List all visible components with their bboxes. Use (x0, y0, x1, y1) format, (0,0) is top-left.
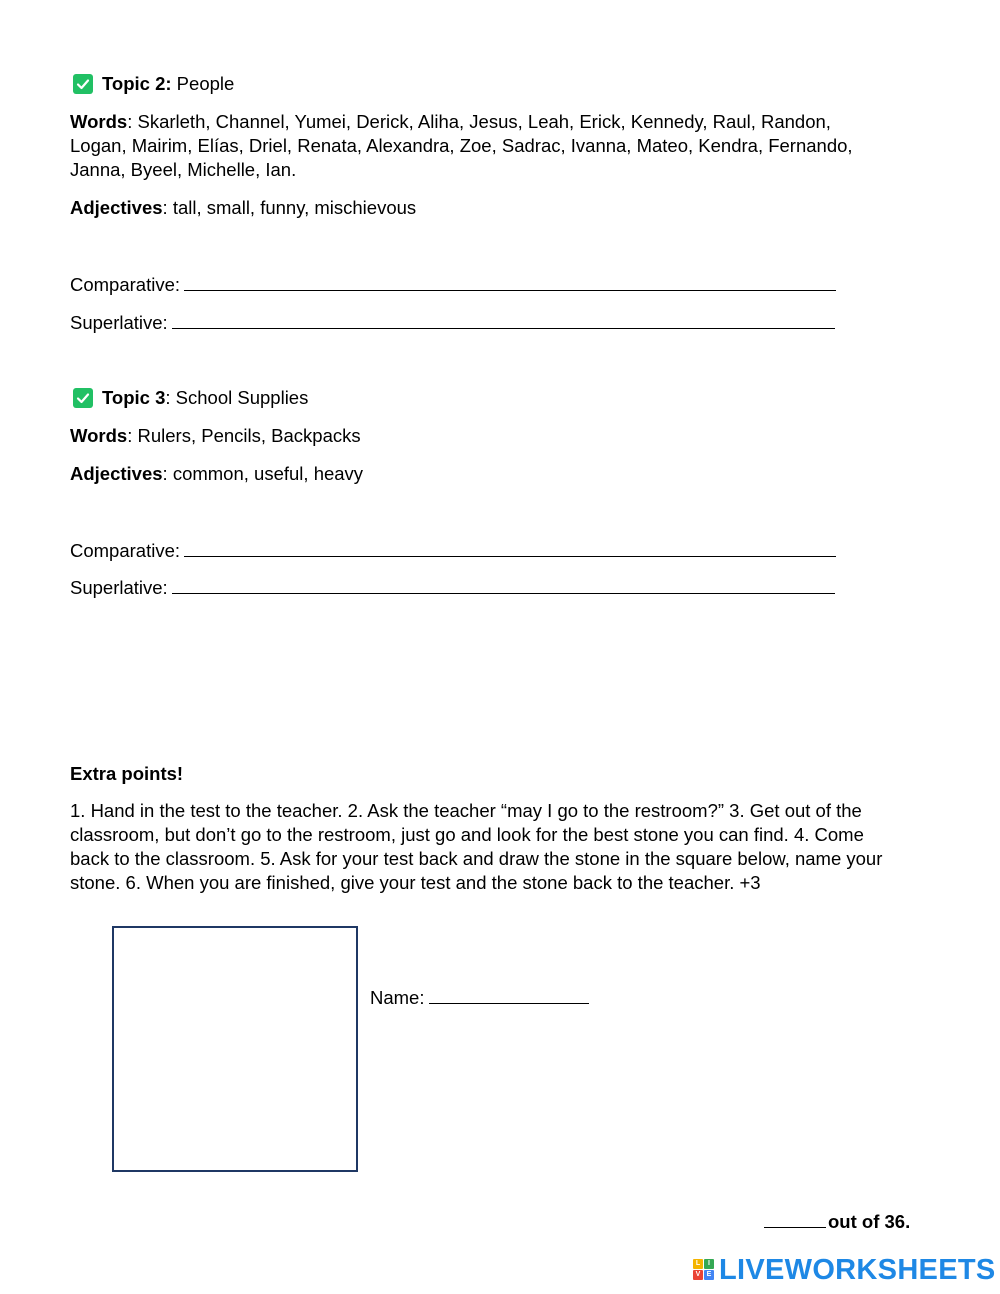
topic-2-adjectives: Adjectives: tall, small, funny, mischievous (70, 197, 417, 218)
logo-cubes-icon (693, 1259, 715, 1281)
topic-3-words: Words: Rulers, Pencils, Backpacks (70, 425, 361, 446)
topic-2-words-line-1: Words: Skarleth, Channel, Yumei, Derick, Aliha, Jesus, Leah, Erick, Kennedy, Raul, Randon, (70, 111, 831, 132)
stone-name-answer-line[interactable] (429, 984, 589, 1004)
topic-3-superlative-row: Superlative: (70, 574, 835, 600)
logo-text: LIVEWORKSHEETS (719, 1254, 996, 1286)
logo-cube-v: V (693, 1270, 703, 1280)
extra-instructions-line-2: classroom, but don’t go to the restroom, just go and look for the best stone you can find. 4. Come (70, 824, 864, 845)
stone-name-row: Name: (370, 984, 589, 1010)
stone-drawing-box[interactable] (112, 926, 358, 1172)
topic-2-words-line-3: Janna, Byeel, Michelle, Ian. (70, 159, 297, 180)
topic-2-superlative-answer-line[interactable] (172, 309, 835, 329)
topic-2-comparative-row: Comparative: (70, 271, 836, 297)
logo-cube-l: L (693, 1259, 703, 1269)
extra-instructions-line-1: 1. Hand in the test to the teacher. 2. Ask the teacher “may I go to the restroom?” 3. Get out of the (70, 800, 862, 821)
score-row: out of 36. (764, 1208, 910, 1234)
topic-2-comparative-answer-line[interactable] (184, 271, 836, 291)
topic-3-comparative-row: Comparative: (70, 537, 836, 563)
logo-cube-e: E (704, 1270, 714, 1280)
topic-2-words-line-2: Logan, Mairim, Elías, Driel, Renata, Alexandra, Zoe, Sadrac, Ivanna, Mateo, Kendra, Fernando, (70, 135, 853, 156)
topic-2-heading: Topic 2: People (102, 73, 235, 94)
logo-cube-i: I (704, 1259, 714, 1269)
score-answer-line[interactable] (764, 1208, 826, 1228)
topic-3-adjectives: Adjectives: common, useful, heavy (70, 463, 364, 484)
topic-3-heading: Topic 3: School Supplies (102, 387, 309, 408)
topic-3-superlative-answer-line[interactable] (172, 574, 835, 594)
checkbox-checked-icon (73, 74, 93, 94)
extra-instructions-line-4: stone. 6. When you are finished, give your test and the stone back to the teacher. +3 (70, 872, 761, 893)
extra-instructions-line-3: back to the classroom. 5. Ask for your test back and draw the stone in the square below, name your (70, 848, 883, 869)
extra-points-title: Extra points! (70, 763, 184, 784)
topic-3-comparative-answer-line[interactable] (184, 537, 836, 557)
topic-2-superlative-row: Superlative: (70, 309, 835, 335)
checkbox-checked-icon (73, 388, 93, 408)
